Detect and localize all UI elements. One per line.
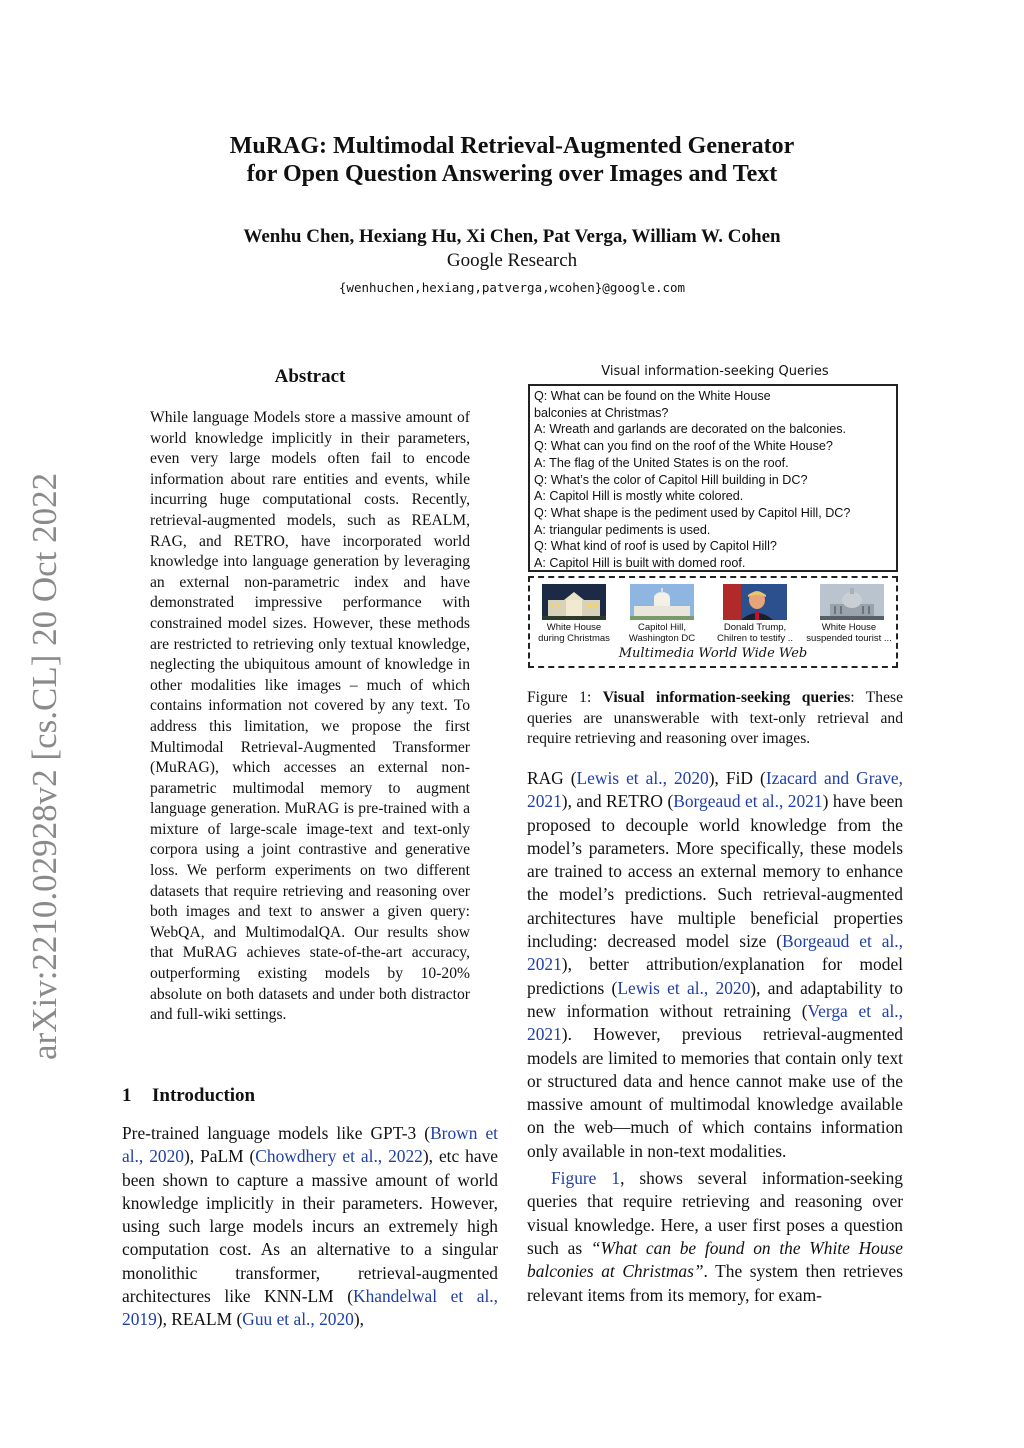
citation-link[interactable]: Guu et al., 2020 [242,1309,354,1330]
caption-line: Donald Trump, [723,622,787,633]
white-house-tourist-image [820,584,884,620]
caption-line: White House [546,622,602,633]
white-house-christmas-image [542,584,606,620]
body-text: RAG ( [527,768,577,788]
figure-reference-link[interactable]: Figure 1 [551,1168,621,1189]
thumbnail-caption [615,622,709,644]
thumbnail-caption [802,622,896,644]
intro-text: ), PaLM ( [183,1146,256,1167]
qa-box [528,384,898,572]
qa-line: Q: What can you find on the roof of the White House? [534,439,833,454]
caption-text: : These queries are unanswerable with text-only retrieval and require retrieving and reasoning over images. [527,689,904,748]
citation-link[interactable]: Lewis et al., 2020 [576,768,709,788]
donald-trump-image [723,584,787,620]
citation-link[interactable]: Verga et al., 2021 [527,1000,903,1045]
qa-line: Q: What can be found on the White House [534,389,771,403]
caption-line: White House [821,622,877,633]
qa-line: Q: What’s the color of Capitol Hill building in DC? [534,472,808,487]
caption-line: during Christmas [538,633,610,644]
caption-line: Capitol Hill, [637,622,687,633]
section-number: 1 [122,1085,132,1106]
paper-title [0,132,1024,188]
body-text: ). However, previous retrieval-augmented models are limited to memories that contain only text or structured data and hence cannot make use of the massive amount of multimodal knowledge available on the web—much of which contains information only available in non-text modalities. [527,1024,903,1161]
qa-line: A: Capitol Hill is mostly white colored. [534,489,744,504]
figure-caption [527,688,903,750]
paragraph [527,1167,903,1307]
qa-line: A: The flag of the United States is on the roof. [534,455,789,470]
affiliation: Google Research [446,250,578,271]
arxiv-identifier: arXiv:2210.02928v2 [cs.CL] 20 Oct 2022 [25,472,64,1060]
body-text: , shows several information-seeking queries that require retrieving and reasoning over visual knowledge. Here, a user first poses a question such as [527,1168,904,1258]
abstract-body: While language Models store a massive amount of world knowledge implicitly in their parameters, even very large models often fail to encode information about rare entities and events, while incurring huge computational costs. Recently, retrieval-augmented models, such as REALM, RAG, and RETRO, have incorporated world knowledge into language generation by leveraging an external non-parametric index and have demonstrated impressive performance with constrained model sizes. However, these methods are restricted to retrieving only textual knowledge, neglecting the ubiquitous amount of knowledge in other modalities like images – much of which contains information not covered by any text. To address this limitation, we propose the first Multimodal Retrieval-Augmented Transformer (MuRAG), which accesses an external non-parametric multimodal memory to augment language generation. MuRAG is pre-trained with a mixture of large-scale image-text and text-only corpora using a joint contrastive and generative loss. We perform experiments on two different datasets that require retrieving and reasoning over both images and text to answer a given query: WebQA, and MultimodalQA. Our results show that MuRAG achieves state-of-the-art accuracy, outperforming existing models by 10-20% absolute on both datasets and under both distractor and full-wiki settings. [150,409,470,1024]
citation-link[interactable]: Lewis et al., 2020 [617,977,751,998]
body-text: ), and adaptability to new information without retraining ( [527,977,903,1021]
thumbnail-caption [708,622,802,644]
citation-link[interactable]: Brown et al., 2020 [122,1123,498,1167]
caption-line: Chilren to testify .. [716,633,794,644]
citation-link[interactable]: Izacard and Grave, 2021 [527,768,903,812]
caption-line: suspended tourist ... [806,633,892,644]
body-text: ), and RETRO ( [561,791,674,812]
introduction-paragraph [122,1122,498,1332]
body-text: . The system then retrieves relevant items from its memory, for exam- [527,1261,903,1305]
section-heading-introduction [122,1085,255,1107]
caption-line: Washington DC [628,633,696,644]
body-text: ) have been proposed to decouple world knowledge from the model’s parameters. More specifically, these models are trained to access an external memory to enhance the model’s predictions. Such retrieval-augmented architectures have multiple beneficial properties including: decreased model size ( [527,791,903,952]
title-line-1: MuRAG: Multimodal Retrieval-Augmented Generator [229,133,795,159]
qa-line: Q: What shape is the pediment used by Capitol Hill, DC? [534,505,851,520]
multimedia-web-box [528,576,898,668]
citation-link[interactable]: Chowdhery et al., 2022 [255,1146,423,1167]
qa-line: Q: What kind of roof is used by Capitol Hill? [534,539,777,554]
section-title: Introduction [152,1085,256,1106]
author-list: Wenhu Chen, Hexiang Hu, Xi Chen, Pat Verga, William W. Cohen [243,226,781,247]
thumbnail-caption [527,622,621,644]
intro-text: Pre-trained language models like GPT-3 ( [122,1123,431,1143]
title-line-2: for Open Question Answering over Images and Text [246,161,778,187]
capitol-hill-image [630,584,694,620]
caption-bold: Visual information-seeking queries [602,689,851,706]
author-emails: {wenhuchen,hexiang,patverga,wcohen}@google.com [338,280,686,295]
figure-title: Visual information-seeking Queries [601,364,829,379]
right-column-text [527,767,903,1307]
intro-text: ), etc have been shown to capture a massive amount of world knowledge implicitly in their parameters. However, using such large models incurs an extremely high computation cost. As an alternative to a singular monolithic transformer, retrieval-augmented architectures like KNN-LM ( [122,1146,499,1307]
web-label: Multimedia World Wide Web [618,646,808,661]
qa-line: A: Wreath and garlands are decorated on the balconies. [534,422,847,437]
body-text: ), better attribution/explanation for model predictions ( [527,954,903,998]
qa-line: balconies at Christmas? [534,405,669,420]
qa-line: A: Capitol Hill is built with domed roof. [534,556,746,571]
qa-line: A: triangular pediments is used. [534,522,711,537]
citation-link[interactable]: Khandelwal et al., 2019 [122,1286,499,1330]
example-query: “What can be found on the White House balconies at Christmas” [527,1237,904,1282]
citation-link[interactable]: Borgeaud et al., 2021 [527,931,903,975]
caption-prefix: Figure 1: [527,689,603,706]
intro-text: ), [353,1309,364,1330]
abstract-heading: Abstract [274,366,346,387]
citation-link[interactable]: Borgeaud et al., 2021 [673,791,823,812]
intro-text: ), REALM ( [156,1309,243,1330]
body-text: ), FiD ( [708,768,766,788]
paragraph [527,767,903,1163]
